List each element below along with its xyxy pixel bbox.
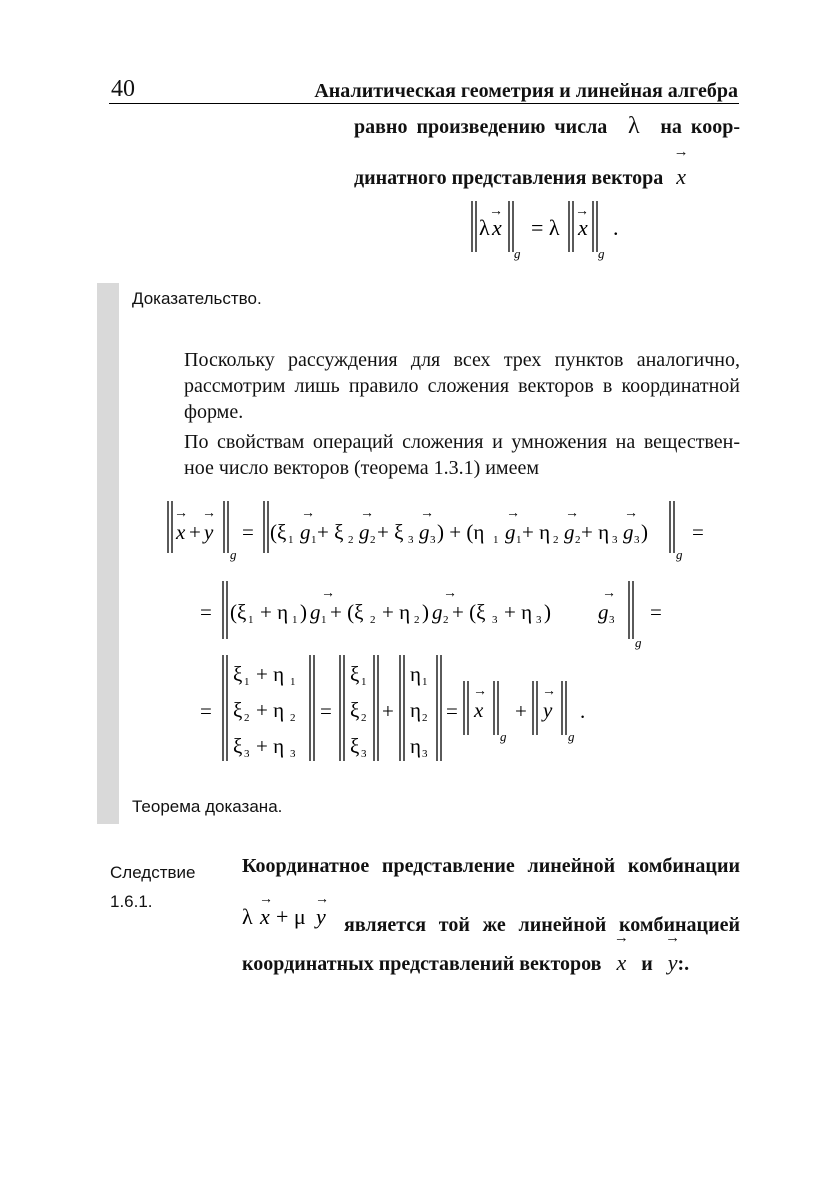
svg-text:1: 1	[248, 614, 254, 626]
svg-text:g: g	[300, 520, 311, 544]
svg-text:ξ: ξ	[350, 662, 360, 686]
svg-text:=: =	[650, 600, 662, 624]
svg-text:g: g	[500, 729, 507, 744]
svg-text:+ η: + η	[504, 600, 533, 624]
svg-text:ξ: ξ	[233, 698, 243, 722]
svg-text:g: g	[359, 520, 370, 544]
svg-text:2: 2	[443, 614, 449, 626]
svg-text:1: 1	[290, 676, 296, 688]
proof-paragraph-1: Поскольку рассуждения для всех трех пунктов аналогично, рассмотрим лишь правило сложения векторов в координатной форме.	[184, 349, 740, 423]
svg-text:g: g	[310, 600, 321, 624]
svg-text:→: →	[202, 506, 216, 521]
statement-formula	[465, 195, 645, 267]
svg-text:1: 1	[311, 534, 317, 546]
corollary-label-line-2: 1.6.1.	[110, 892, 153, 911]
svg-text:→: →	[321, 586, 335, 601]
corollary-line-1: Координатное представление линейной комбинации	[242, 855, 740, 877]
statement-line-1	[354, 113, 740, 140]
svg-text:=: =	[242, 520, 254, 544]
svg-text:3: 3	[536, 614, 542, 626]
running-title: Аналитическая геометрия и линейная алгебра	[314, 80, 738, 102]
svg-text:1: 1	[321, 614, 327, 626]
svg-text:3: 3	[612, 534, 618, 546]
svg-text:.: .	[613, 215, 619, 240]
svg-text:+ ξ: + ξ	[317, 520, 344, 544]
svg-text:=: =	[692, 520, 704, 544]
svg-text:y: y	[316, 904, 326, 929]
svg-text:3: 3	[422, 748, 428, 760]
svg-text:+: +	[382, 699, 394, 723]
svg-text:= λ: = λ	[531, 215, 560, 240]
svg-text:+ η: + η	[581, 520, 610, 544]
proof-margin-bar	[97, 283, 119, 824]
svg-text:g: g	[598, 600, 609, 624]
svg-text:λ: λ	[479, 215, 490, 240]
svg-text:ξ: ξ	[350, 698, 360, 722]
svg-text:→: →	[602, 586, 616, 601]
linear-combination-expr	[242, 897, 338, 931]
svg-text:g: g	[564, 520, 575, 544]
svg-text:2: 2	[361, 712, 367, 724]
svg-text:+ η: + η	[260, 600, 289, 624]
proof-paragraph-2: По свойствам операций сложения и умножения на веществен-ное число векторов (теорема 1.3.1) имеем	[184, 431, 740, 479]
svg-text:→: →	[174, 506, 188, 521]
vector-x-2: → x	[616, 950, 626, 976]
svg-text:2: 2	[348, 534, 354, 546]
svg-text:+ (ξ: + (ξ	[330, 600, 364, 624]
svg-text:3: 3	[609, 614, 615, 626]
corollary-end: :.	[677, 953, 690, 975]
vector-y: → y	[668, 950, 678, 976]
svg-text:3: 3	[430, 534, 436, 546]
svg-text:ξ: ξ	[350, 734, 360, 758]
svg-text:→: →	[565, 506, 579, 521]
svg-text:+ η: + η	[382, 600, 411, 624]
lambda-symbol: λ	[628, 113, 640, 139]
proof-formula	[160, 495, 740, 785]
svg-text:g: g	[598, 246, 605, 261]
svg-text:) + (η: ) + (η	[437, 520, 485, 544]
svg-text:+: +	[515, 699, 527, 723]
svg-text:): )	[300, 600, 307, 624]
svg-text:x: x	[492, 215, 502, 240]
page-number: 40	[111, 76, 135, 102]
svg-text:→: →	[575, 204, 589, 219]
svg-text:1: 1	[288, 534, 294, 546]
svg-text:ξ: ξ	[233, 734, 243, 758]
statement-text-1: равно произведению числа	[354, 116, 608, 138]
proof-conclusion: Теорема доказана.	[132, 797, 283, 816]
svg-text:→: →	[259, 897, 273, 907]
svg-text:2: 2	[244, 712, 250, 724]
svg-text:=: =	[200, 600, 212, 624]
svg-text:y: y	[204, 520, 214, 544]
conjunction: и	[641, 953, 653, 975]
svg-text:1: 1	[361, 676, 367, 688]
proof-label: Доказательство.	[132, 289, 262, 308]
svg-text:x: x	[578, 215, 588, 240]
svg-text:→: →	[443, 586, 457, 601]
svg-text:2: 2	[422, 712, 428, 724]
svg-text:=: =	[320, 699, 332, 723]
svg-text:→: →	[506, 506, 520, 521]
corollary-text-3: координатных представлений векторов	[242, 953, 602, 975]
vector-x: → x	[676, 164, 686, 190]
svg-text:g: g	[568, 729, 575, 744]
svg-text:→: →	[542, 684, 556, 699]
svg-text:→: →	[420, 506, 434, 521]
svg-text:λ: λ	[242, 904, 253, 929]
svg-text:η: η	[410, 734, 421, 758]
svg-text:2: 2	[370, 614, 376, 626]
svg-text:): )	[544, 600, 551, 624]
svg-text:2: 2	[575, 534, 581, 546]
statement-text-1-end: на коор-	[660, 116, 740, 138]
svg-text:x: x	[474, 698, 484, 722]
svg-text:2: 2	[370, 534, 376, 546]
svg-text:(ξ: (ξ	[270, 520, 287, 544]
svg-text:g: g	[676, 547, 683, 562]
svg-text:g: g	[419, 520, 430, 544]
svg-text:+ μ: + μ	[276, 904, 306, 929]
svg-text:→: →	[360, 506, 374, 521]
svg-text:2: 2	[553, 534, 559, 546]
svg-text:x: x	[176, 520, 186, 544]
svg-text:+ η: + η	[256, 662, 285, 686]
svg-text:1: 1	[493, 534, 499, 546]
header-rule	[109, 103, 739, 104]
svg-text:x: x	[260, 904, 270, 929]
svg-text:→: →	[473, 684, 487, 699]
corollary-line-3	[242, 950, 689, 976]
svg-text:1: 1	[292, 614, 298, 626]
svg-text:3: 3	[244, 748, 250, 760]
svg-text:g: g	[230, 547, 237, 562]
svg-text:+ (ξ: + (ξ	[452, 600, 486, 624]
svg-text:g: g	[505, 520, 516, 544]
corollary-label	[110, 858, 195, 916]
svg-text:g: g	[514, 246, 521, 261]
svg-text:1: 1	[244, 676, 250, 688]
svg-text:g: g	[635, 635, 642, 650]
svg-text:→: →	[315, 897, 329, 907]
svg-text:2: 2	[414, 614, 420, 626]
svg-text:→: →	[489, 204, 503, 219]
statement-text-2: динатного представления вектора	[354, 167, 664, 189]
svg-text:.: .	[580, 699, 586, 723]
svg-text:(ξ: (ξ	[230, 600, 247, 624]
svg-text:ξ: ξ	[233, 662, 243, 686]
corollary-text-2: является той же линейной комбинацией	[344, 914, 740, 936]
svg-text:g: g	[432, 600, 443, 624]
svg-text:2: 2	[290, 712, 296, 724]
svg-text:): )	[641, 520, 648, 544]
svg-text:): )	[422, 600, 429, 624]
svg-text:3: 3	[290, 748, 296, 760]
svg-text:3: 3	[492, 614, 498, 626]
svg-text:η: η	[410, 698, 421, 722]
svg-text:=: =	[200, 699, 212, 723]
svg-text:g: g	[623, 520, 634, 544]
statement-line-2	[354, 164, 686, 190]
svg-text:3: 3	[408, 534, 414, 546]
svg-text:1: 1	[516, 534, 522, 546]
svg-text:3: 3	[361, 748, 367, 760]
svg-text:y: y	[543, 698, 553, 722]
svg-text:→: →	[301, 506, 315, 521]
svg-text:+ η: + η	[522, 520, 551, 544]
svg-text:=: =	[446, 699, 458, 723]
svg-text:+: +	[189, 520, 201, 544]
svg-text:η: η	[410, 662, 421, 686]
svg-text:1: 1	[422, 676, 428, 688]
svg-text:→: →	[624, 506, 638, 521]
svg-text:+ η: + η	[256, 734, 285, 758]
svg-text:3: 3	[634, 534, 640, 546]
corollary-label-line-1: Следствие	[110, 863, 196, 882]
svg-text:+ η: + η	[256, 698, 285, 722]
svg-text:+ ξ: + ξ	[377, 520, 404, 544]
